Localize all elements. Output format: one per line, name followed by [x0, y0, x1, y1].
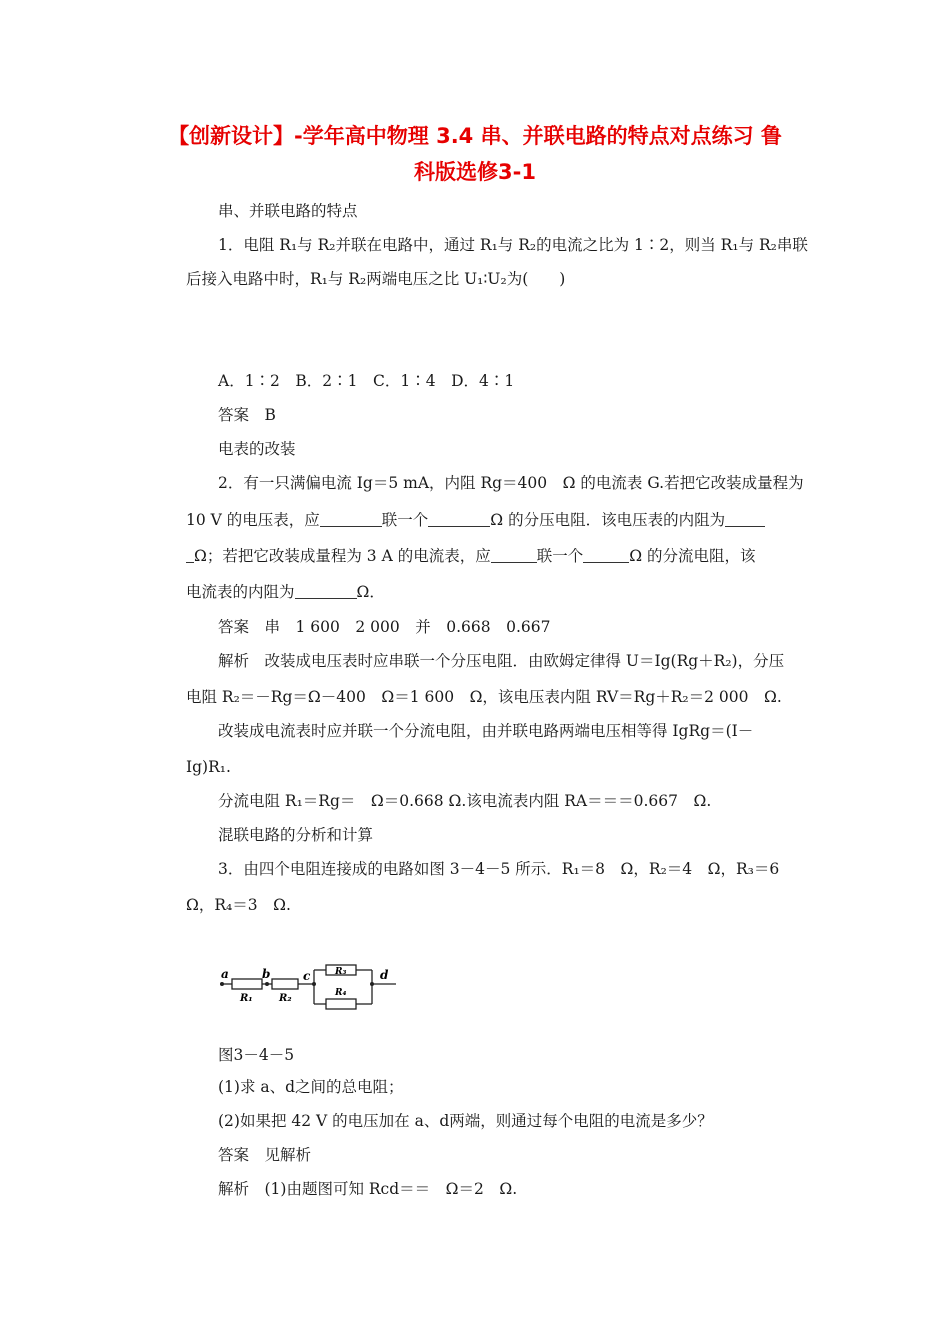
node-c [312, 982, 316, 986]
document-title-line-2: 科版选修3-1 [414, 160, 536, 184]
q2-explanation-line-2: 电阻 R₂＝－Rg＝Ω－400 Ω＝1 600 Ω，该电压表内阻 RV＝Rg＋R₂＝2 000 Ω. [186, 688, 782, 706]
fill-blank [320, 511, 382, 527]
node-d [370, 982, 374, 986]
q2-explanation-line-5: 分流电阻 R₁＝Rg＝ Ω＝0.668 Ω.该电流表内阻 RA＝＝＝0.667 Ω. [218, 792, 712, 810]
node-a [220, 982, 224, 986]
q2-explanation-line-4: Ig)R₁. [186, 758, 231, 776]
fill-blank [725, 511, 765, 527]
figure-caption: 图3－4－5 [218, 1046, 295, 1064]
section-heading-meter-conversion: 电表的改装 [218, 440, 296, 458]
q3-stem-line-2: Ω，R₄＝3 Ω. [186, 896, 291, 914]
q3-answer: 答案 见解析 [218, 1146, 312, 1164]
q1-stem-line-1: 1．电阻 R₁与 R₂并联在电路中，通过 R₁与 R₂的电流之比为 1∶2，则当 R₁与 R₂串联 [218, 236, 808, 254]
label-r4: R₄ [335, 988, 347, 998]
label-a: a [221, 967, 229, 981]
q1-answer: 答案 B [218, 406, 276, 424]
q2-stem-line-3: Ω；若把它改装成量程为 3 A 的电流表，应 联一个 Ω 的分流电阻，该 [186, 545, 756, 567]
q2-stem-line-2: 10 V 的电压表，应 联一个 Ω 的分压电阻．该电压表的内阻为 [186, 509, 765, 531]
fill-blank [583, 547, 629, 563]
fill-blank [491, 547, 537, 563]
fill-blank [295, 583, 357, 599]
q3-explanation-line-1: 解析 (1)由题图可知 Rcd＝＝ Ω＝2 Ω. [218, 1180, 518, 1198]
section-heading-mixed-circuits: 混联电路的分析和计算 [218, 826, 374, 844]
label-r1: R₁ [240, 993, 253, 1004]
q2-stem-line-4: 电流表的内阻为 Ω． [186, 583, 385, 601]
fill-blank [428, 511, 490, 527]
resistor-r2 [272, 979, 298, 989]
q1-stem-line-2: 后接入电路中时，R₁与 R₂两端电压之比 U₁∶U₂为( ) [186, 270, 566, 288]
section-heading-series-parallel: 串、并联电路的特点 [218, 202, 358, 220]
q2-stem-line-1: 2．有一只满偏电流 Ig＝5 mA，内阻 Rg＝400 Ω 的电流表 G.若把它改装成量程为 [218, 474, 804, 492]
q1-options: A．1∶2 B．2∶1 C．1∶4 D．4∶1 [218, 372, 515, 390]
q2-explanation-line-3: 改装成电流表时应并联一个分流电阻，由并联电路两端电压相等得 IgRg＝(I－ [218, 722, 754, 740]
label-d: d [380, 968, 389, 982]
resistor-r4 [326, 999, 356, 1009]
fill-blank [186, 547, 194, 563]
resistor-r1 [232, 979, 262, 989]
q2-answer: 答案 串 1 600 2 000 并 0.668 0.667 [218, 618, 551, 636]
label-r3: R₃ [335, 967, 347, 977]
q3-stem-line-1: 3．由四个电阻连接成的电路如图 3－4－5 所示．R₁＝8 Ω，R₂＝4 Ω，R₃＝6 [218, 860, 780, 878]
q3-subquestion-1: (1)求 a、d之间的总电阻； [218, 1078, 404, 1096]
label-c: c [303, 969, 311, 983]
document-title-line-1: 【创新设计】-学年高中物理 3.4 串、并联电路的特点对点练习 鲁 [168, 124, 782, 148]
label-r2: R₂ [279, 993, 292, 1004]
label-b: b [262, 967, 271, 981]
circuit-diagram [218, 964, 408, 1014]
q3-subquestion-2: (2)如果把 42 V 的电压加在 a、d两端，则通过每个电阻的电流是多少？ [218, 1112, 713, 1130]
node-b [265, 982, 269, 986]
q2-explanation-line-1: 解析 改装成电压表时应串联一个分压电阻．由欧姆定律得 U＝Ig(Rg＋R₂)，分压 [218, 652, 785, 670]
